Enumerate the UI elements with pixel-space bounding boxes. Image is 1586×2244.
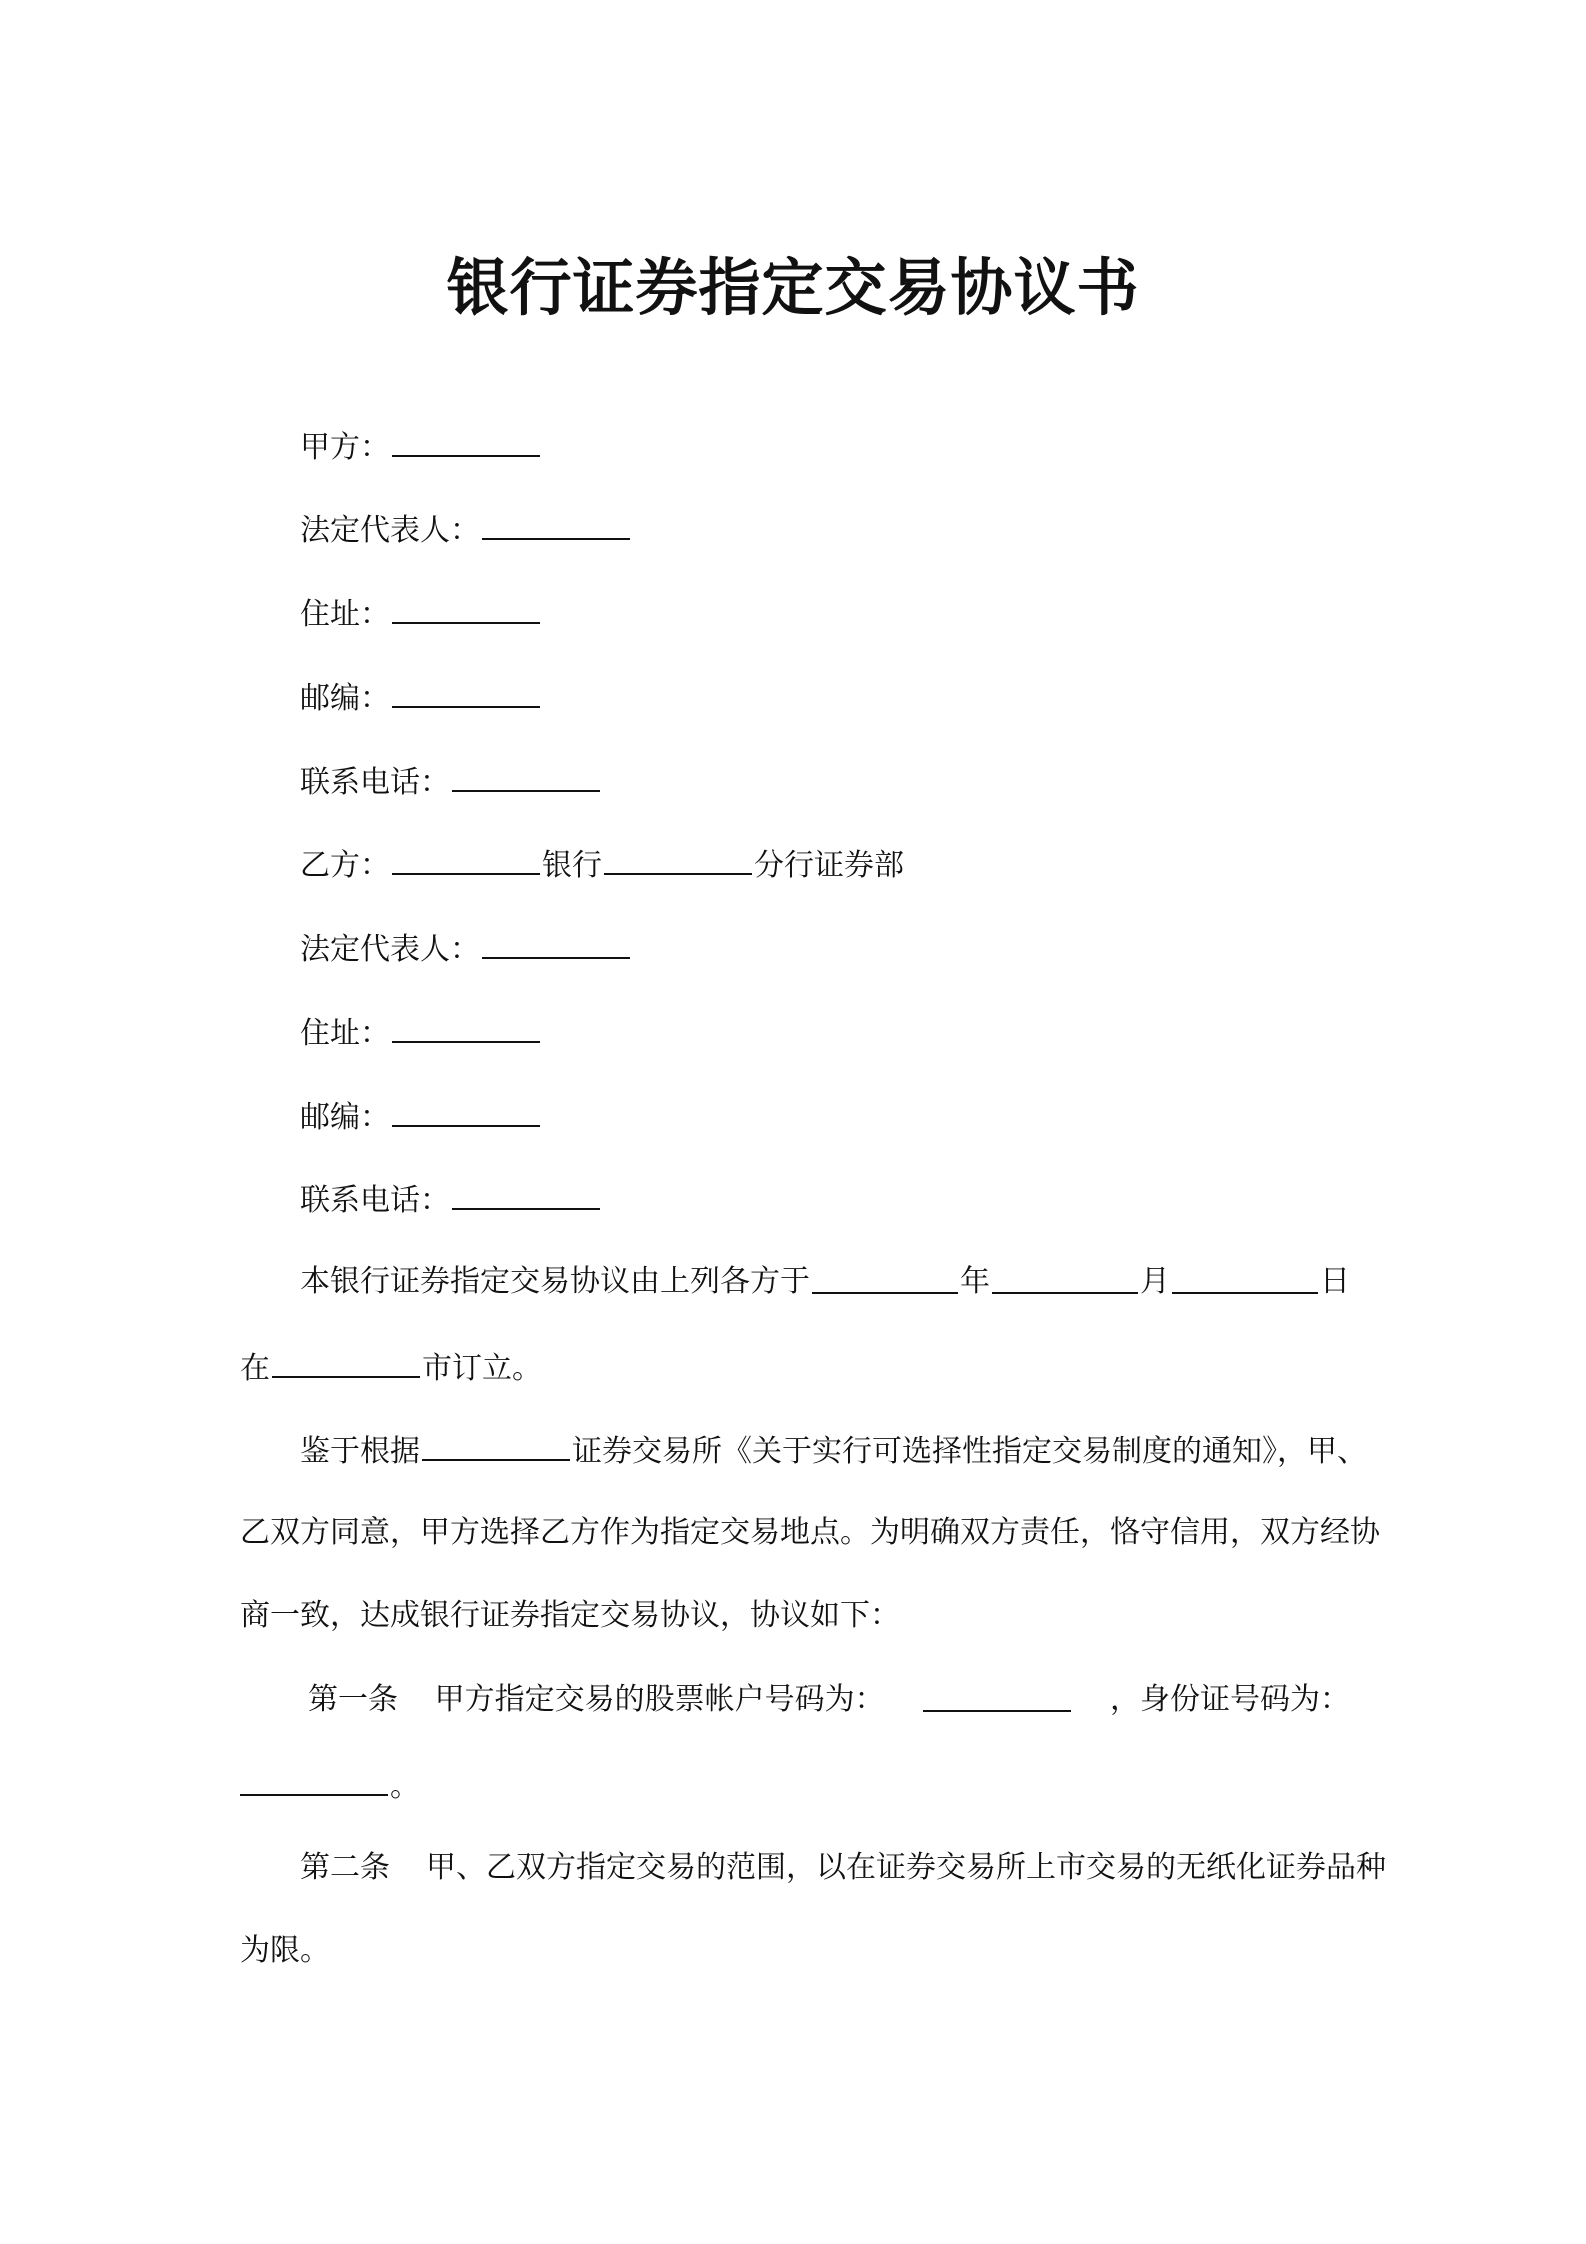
article1-line-1 (308, 1680, 1350, 1720)
intro-line-1 (300, 1262, 1350, 1302)
article1-heading: 第一条 (308, 1682, 398, 1717)
party-a-legal-rep-blank (482, 508, 630, 540)
party-b-postcode-line (300, 1095, 542, 1138)
whereas-line-3: 商一致，达成银行证券指定交易协议，协议如下： (240, 1598, 900, 1633)
intro-part2-prefix: 在 (240, 1351, 270, 1386)
party-b-legal-rep-line (300, 927, 632, 970)
intro-day: 日 (1320, 1264, 1350, 1299)
party-b-address-label: 住址： (300, 1016, 390, 1051)
party-b-blank (392, 843, 540, 875)
party-a-phone-blank (452, 760, 600, 792)
whereas-line1-rest: 证券交易所《关于实行可选择性指定交易制度的通知》，甲、 (572, 1434, 1367, 1469)
party-a-label: 甲方： (300, 430, 390, 465)
party-b-phone-blank (452, 1178, 600, 1210)
article1-line-2 (240, 1764, 420, 1807)
party-a-address-blank (392, 592, 540, 624)
party-a-postcode-line (300, 676, 542, 719)
intro-year: 年 (960, 1264, 990, 1299)
party-a-address-line (300, 592, 542, 635)
party-a-legal-rep-label: 法定代表人： (300, 513, 480, 548)
intro-month-blank (992, 1262, 1138, 1294)
article2-line-1 (300, 1848, 1386, 1888)
article1-text-a: 甲方指定交易的股票帐户号码为： (434, 1682, 885, 1717)
article1-account-blank (923, 1680, 1071, 1712)
article2-line1: 甲、乙双方指定交易的范围，以在证券交易所上市交易的无纸化证券品种 (426, 1850, 1386, 1885)
whereas-prefix: 鉴于根据 (300, 1434, 420, 1469)
article1-id-blank (240, 1764, 388, 1796)
party-a-address-label: 住址： (300, 597, 390, 632)
party-b-bank-text: 银行 (542, 848, 602, 883)
intro-part2-suffix: 市订立。 (422, 1351, 542, 1386)
party-b-phone-label: 联系电话： (300, 1183, 450, 1218)
intro-part1: 本银行证券指定交易协议由上列各方于 (300, 1264, 810, 1299)
intro-day-blank (1172, 1262, 1318, 1294)
party-a-phone-line (300, 760, 602, 803)
party-b-legal-rep-label: 法定代表人： (300, 932, 480, 967)
party-b-legal-rep-blank (482, 927, 630, 959)
party-a-phone-label: 联系电话： (300, 765, 450, 800)
party-a-legal-rep-line (300, 508, 632, 551)
whereas-line-2: 乙双方同意，甲方选择乙方作为指定交易地点。为明确双方责任，恪守信用，双方经协 (240, 1515, 1380, 1550)
article1-end: 。 (390, 1769, 420, 1804)
whereas-exchange-blank (422, 1429, 570, 1461)
party-b-phone-line (300, 1178, 602, 1221)
article2-heading: 第二条 (300, 1850, 390, 1885)
party-b-postcode-label: 邮编： (300, 1100, 390, 1135)
article2-line-2: 为限。 (240, 1933, 330, 1968)
party-a-postcode-label: 邮编： (300, 681, 390, 716)
document-title: 银行证券指定交易协议书 (446, 251, 1140, 324)
article1-text-b: ，身份证号码为： (1109, 1682, 1350, 1717)
party-b-address-line (300, 1011, 542, 1054)
party-a-blank (392, 425, 540, 457)
intro-year-blank (812, 1262, 958, 1294)
intro-city-blank (272, 1346, 420, 1378)
party-b-label: 乙方： (300, 848, 390, 883)
intro-line-2 (240, 1346, 542, 1389)
party-a-postcode-blank (392, 676, 540, 708)
party-b-line (300, 843, 904, 886)
whereas-line-1 (300, 1429, 1367, 1472)
party-a-line (300, 425, 542, 468)
party-b-postcode-blank (392, 1095, 540, 1127)
party-b-branch-blank (604, 843, 752, 875)
intro-month: 月 (1140, 1264, 1170, 1299)
party-b-address-blank (392, 1011, 540, 1043)
party-b-branch-text: 分行证券部 (754, 848, 904, 883)
